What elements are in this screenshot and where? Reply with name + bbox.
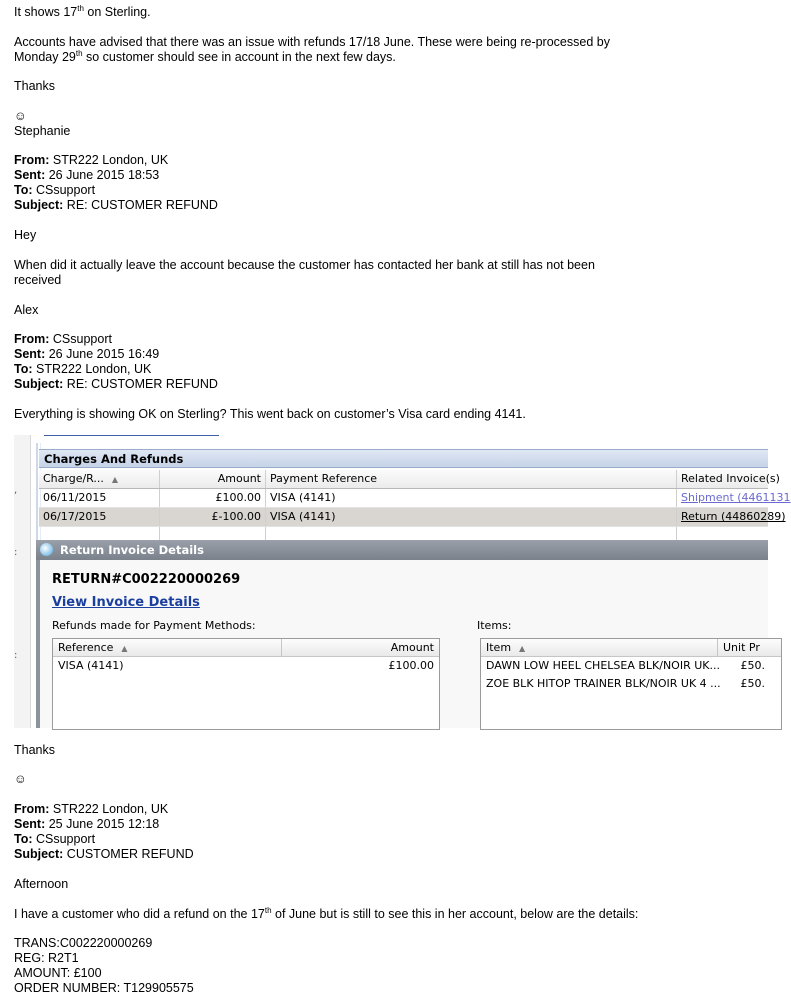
cell-price: £50. (740, 677, 765, 690)
reg-line: REG: R2T1 (14, 951, 79, 965)
sent-line: Sent: 26 June 2015 16:49 (14, 347, 160, 361)
column-header-unit-price[interactable]: Unit Pr (723, 641, 760, 654)
smiley-icon: ☺ (14, 109, 27, 123)
cell-price: £50. (740, 659, 765, 672)
panel-marker: , (14, 485, 18, 496)
table-row[interactable] (53, 657, 439, 675)
divider (44, 435, 219, 436)
amount-line: AMOUNT: £100 (14, 966, 102, 980)
sort-up-icon: ▲ (111, 475, 119, 484)
body-text: Everything is showing OK on Sterling? This went back on customer’s Visa card ending 4141. (14, 407, 526, 421)
email-line: Monday 29th so customer should see in account in the next few days. (14, 48, 396, 64)
greeting-text: Hey (14, 228, 37, 242)
cell-item: DAWN LOW HEEL CHELSEA BLK/NOIR UK... (486, 659, 720, 672)
subject-line: Subject: CUSTOMER REFUND (14, 847, 194, 861)
column-header-reference[interactable]: Reference ▲ (53, 639, 282, 656)
column-header-amount[interactable]: Amount (390, 641, 434, 654)
order-number-line: ORDER NUMBER: T129905575 (14, 981, 194, 995)
return-invoice-panel (36, 560, 768, 728)
cell-date: 06/17/2015 (39, 508, 160, 526)
view-invoice-details-link[interactable]: View Invoice Details (52, 595, 200, 610)
table-header (53, 639, 439, 657)
to-line: To: CSsupport (14, 183, 96, 197)
embedded-screenshot (14, 435, 791, 728)
subject-line: Subject: RE: CUSTOMER REFUND (14, 198, 218, 212)
cell-invoice-link[interactable] (677, 508, 786, 526)
from-line: From: STR222 London, UK (14, 802, 169, 816)
items-label: Items: (477, 619, 512, 632)
trans-line: TRANS:C002220000269 (14, 936, 153, 950)
charges-grid (39, 470, 791, 543)
cell-reference: VISA (4141) (266, 489, 677, 507)
app-icon (40, 543, 53, 556)
return-invoice-title-bar (36, 540, 768, 560)
table-row[interactable] (481, 657, 781, 675)
window-title: Return Invoice Details (60, 543, 204, 557)
panel-marker: : (14, 650, 18, 661)
cell-amount: £100.00 (160, 489, 266, 507)
column-header-payment-reference[interactable]: Payment Reference (266, 470, 677, 488)
subject-line: Subject: RE: CUSTOMER REFUND (14, 377, 218, 391)
items-table (480, 638, 782, 730)
column-header-item[interactable]: Item ▲ (481, 639, 718, 656)
refunds-table (52, 638, 440, 730)
charges-refunds-header: Charges And Refunds (39, 449, 768, 468)
from-line: From: STR222 London, UK (14, 153, 169, 167)
sort-up-icon: ▲ (121, 644, 128, 653)
panel-marker: : (14, 547, 18, 558)
column-header-amount[interactable]: Amount (160, 470, 266, 488)
email-line: Accounts have advised that there was an issue with refunds 17/18 June. These were being re-processed by (14, 35, 610, 49)
table-row[interactable] (481, 675, 781, 693)
body-text: I have a customer who did a refund on the 17th of June but is still to see this in her account, below are the details: (14, 905, 639, 921)
table-row[interactable] (39, 489, 791, 508)
table-row[interactable] (39, 508, 786, 527)
cell-item: ZOE BLK HITOP TRAINER BLK/NOIR UK 4 ... (486, 677, 721, 690)
cell-amount: £100.00 (388, 659, 434, 672)
thanks-text: Thanks (14, 743, 55, 757)
to-line: To: CSsupport (14, 832, 96, 846)
shipment-link[interactable]: Shipment (4461131 (681, 491, 791, 504)
sort-up-icon: ▲ (519, 644, 526, 653)
signature-name: Stephanie (14, 124, 71, 138)
return-number: RETURN#C002220000269 (52, 572, 241, 587)
smiley-icon: ☺ (14, 772, 27, 786)
return-link[interactable]: Return (44860289) (681, 510, 786, 523)
body-text: received (14, 273, 62, 287)
cell-amount: £-100.00 (160, 508, 266, 526)
greeting-text: Afternoon (14, 877, 69, 891)
sent-line: Sent: 25 June 2015 12:18 (14, 817, 160, 831)
left-panel (14, 435, 31, 728)
refunds-label: Refunds made for Payment Methods: (52, 619, 256, 632)
grid-header-row (39, 470, 780, 489)
from-line: From: CSsupport (14, 332, 112, 346)
thanks-text: Thanks (14, 79, 55, 93)
sent-line: Sent: 26 June 2015 18:53 (14, 168, 160, 182)
to-line: To: STR222 London, UK (14, 362, 152, 376)
body-text: When did it actually leave the account because the customer has contacted her bank at still has not been (14, 258, 595, 272)
table-header (481, 639, 781, 657)
column-header-charge[interactable]: Charge/R... ▲ (39, 470, 160, 488)
cell-date: 06/11/2015 (39, 489, 160, 507)
cell-invoice-link[interactable] (677, 489, 791, 507)
signature-name: Alex (14, 303, 39, 317)
cell-reference: VISA (4141) (58, 659, 124, 672)
email-line: It shows 17th on Sterling. (14, 3, 151, 19)
column-header-related-invoices[interactable]: Related Invoice(s) (681, 472, 780, 485)
cell-reference: VISA (4141) (266, 508, 677, 526)
